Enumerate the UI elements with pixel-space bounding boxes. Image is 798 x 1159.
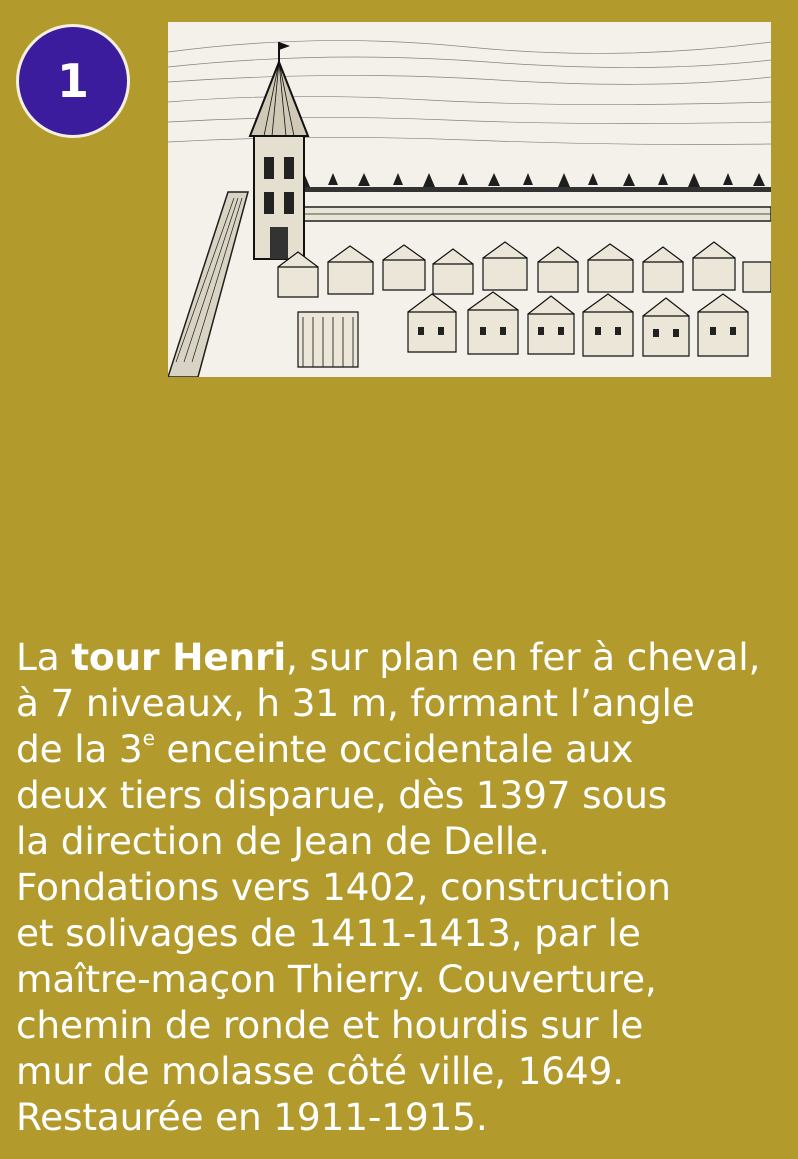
caption-line bbox=[16, 726, 791, 772]
caption-fragment: La bbox=[16, 635, 72, 679]
caption-line: Fondations vers 1402, construction bbox=[16, 865, 671, 909]
number-badge bbox=[16, 24, 130, 138]
caption-emphasis: tour Henri bbox=[71, 635, 287, 679]
caption-line: chemin de ronde et hourdis sur le bbox=[16, 1003, 644, 1047]
caption-line: et solivages de 1411-1413, par le bbox=[16, 911, 641, 955]
caption-line: mur de molasse côté ville, 1649. bbox=[16, 1049, 624, 1093]
caption-fragment: enceinte occidentale aux bbox=[154, 727, 634, 771]
caption-line: la direction de Jean de Delle. bbox=[16, 819, 550, 863]
caption-fragment: de la 3 bbox=[16, 727, 143, 771]
caption-line: deux tiers disparue, dès 1397 sous bbox=[16, 773, 668, 817]
tower-engraving-illustration bbox=[168, 22, 771, 377]
badge-number: 1 bbox=[56, 54, 89, 108]
caption-line bbox=[16, 634, 791, 680]
caption-line: maître-maçon Thierry. Couverture, bbox=[16, 957, 657, 1001]
caption-superscript: e bbox=[142, 726, 155, 750]
caption-text bbox=[16, 634, 791, 1140]
caption-line: Restaurée en 1911-1915. bbox=[16, 1095, 488, 1139]
caption-fragment: , sur plan en fer à cheval, bbox=[286, 635, 761, 679]
caption-line: à 7 niveaux, h 31 m, formant l’angle bbox=[16, 681, 695, 725]
